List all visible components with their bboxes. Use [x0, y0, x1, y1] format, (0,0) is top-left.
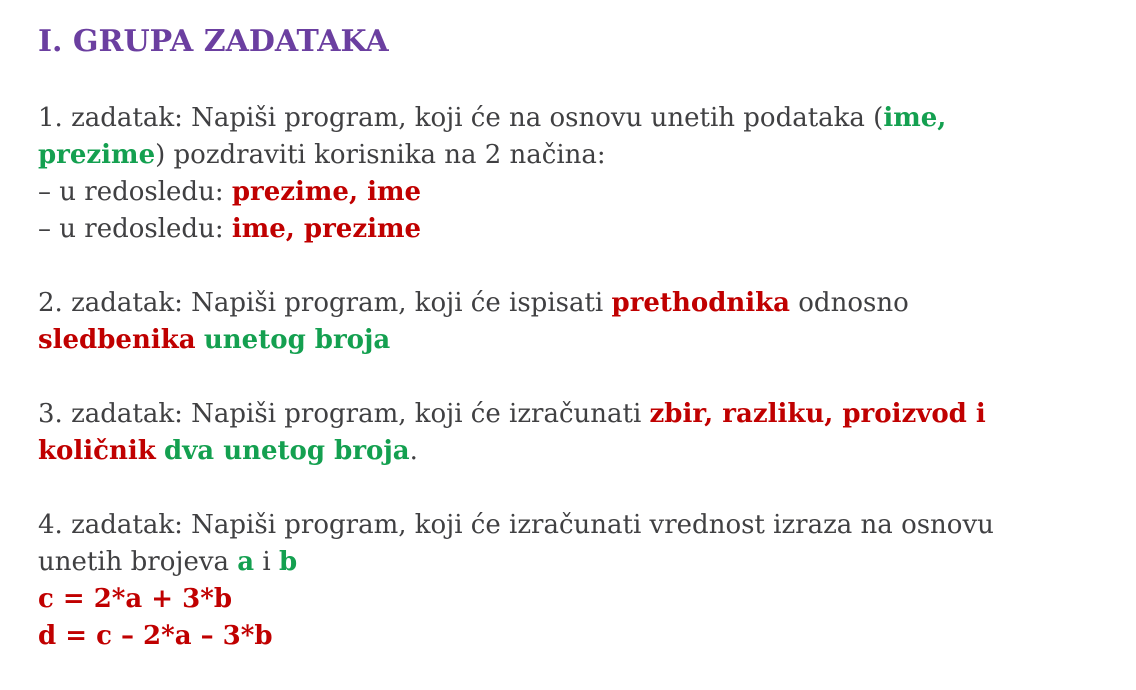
text-segment-red: ime, prezime	[231, 214, 422, 244]
text-line	[38, 137, 1106, 174]
text-segment-plain: i	[254, 547, 279, 577]
text-line	[38, 396, 1106, 433]
text-line	[38, 618, 1106, 655]
text-segment-plain	[196, 325, 204, 355]
text-segment-plain: 3. zadatak: Napiši program, koji će izračunati	[38, 399, 650, 429]
text-segment-plain: 1. zadatak: Napiši program, koji će na osnovu unetih podataka (	[38, 103, 884, 133]
task-4	[38, 507, 1106, 655]
text-segment-green: unetog broja	[203, 325, 391, 355]
text-segment-plain: unetih brojeva	[38, 547, 238, 577]
text-segment-red: zbir, razliku, proizvod i	[649, 399, 986, 429]
text-segment-plain: 2. zadatak: Napiši program, koji će ispisati	[38, 288, 612, 318]
text-segment-plain	[156, 436, 164, 466]
text-segment-plain: – u redosledu:	[38, 177, 232, 207]
text-line	[38, 211, 1106, 248]
text-segment-green: a	[237, 547, 255, 577]
task-3	[38, 396, 1106, 470]
page-title: I. GRUPA ZADATAKA	[38, 24, 389, 59]
text-line	[38, 174, 1106, 211]
text-segment-red: sledbenika	[38, 325, 196, 355]
task-list	[38, 100, 1106, 655]
text-segment-green: dva unetog broja	[164, 436, 410, 466]
text-line	[38, 322, 1106, 359]
text-segment-red: prezime, ime	[231, 177, 422, 207]
text-segment-green: prezime	[38, 140, 156, 170]
text-segment-red: količnik	[38, 436, 156, 466]
text-segment-red: c = 2*a + 3*b	[38, 584, 233, 614]
text-segment-red: d = c – 2*a – 3*b	[38, 621, 273, 651]
task-2	[38, 285, 1106, 359]
text-segment-plain: – u redosledu:	[38, 214, 232, 244]
text-segment-green: ime,	[883, 103, 947, 133]
text-line	[38, 507, 1106, 544]
text-line	[38, 285, 1106, 322]
text-segment-green: b	[279, 547, 298, 577]
text-line	[38, 544, 1106, 581]
text-line	[38, 581, 1106, 618]
text-segment-plain: 4. zadatak: Napiši program, koji će izračunati vrednost izraza na osnovu	[38, 510, 994, 540]
text-segment-plain: odnosno	[790, 288, 909, 318]
text-segment-plain: ) pozdraviti korisnika na 2 načina:	[155, 140, 606, 170]
text-line	[38, 100, 1106, 137]
task-1	[38, 100, 1106, 248]
text-line	[38, 433, 1106, 470]
text-segment-red: prethodnika	[611, 288, 791, 318]
text-segment-plain: .	[409, 436, 418, 466]
